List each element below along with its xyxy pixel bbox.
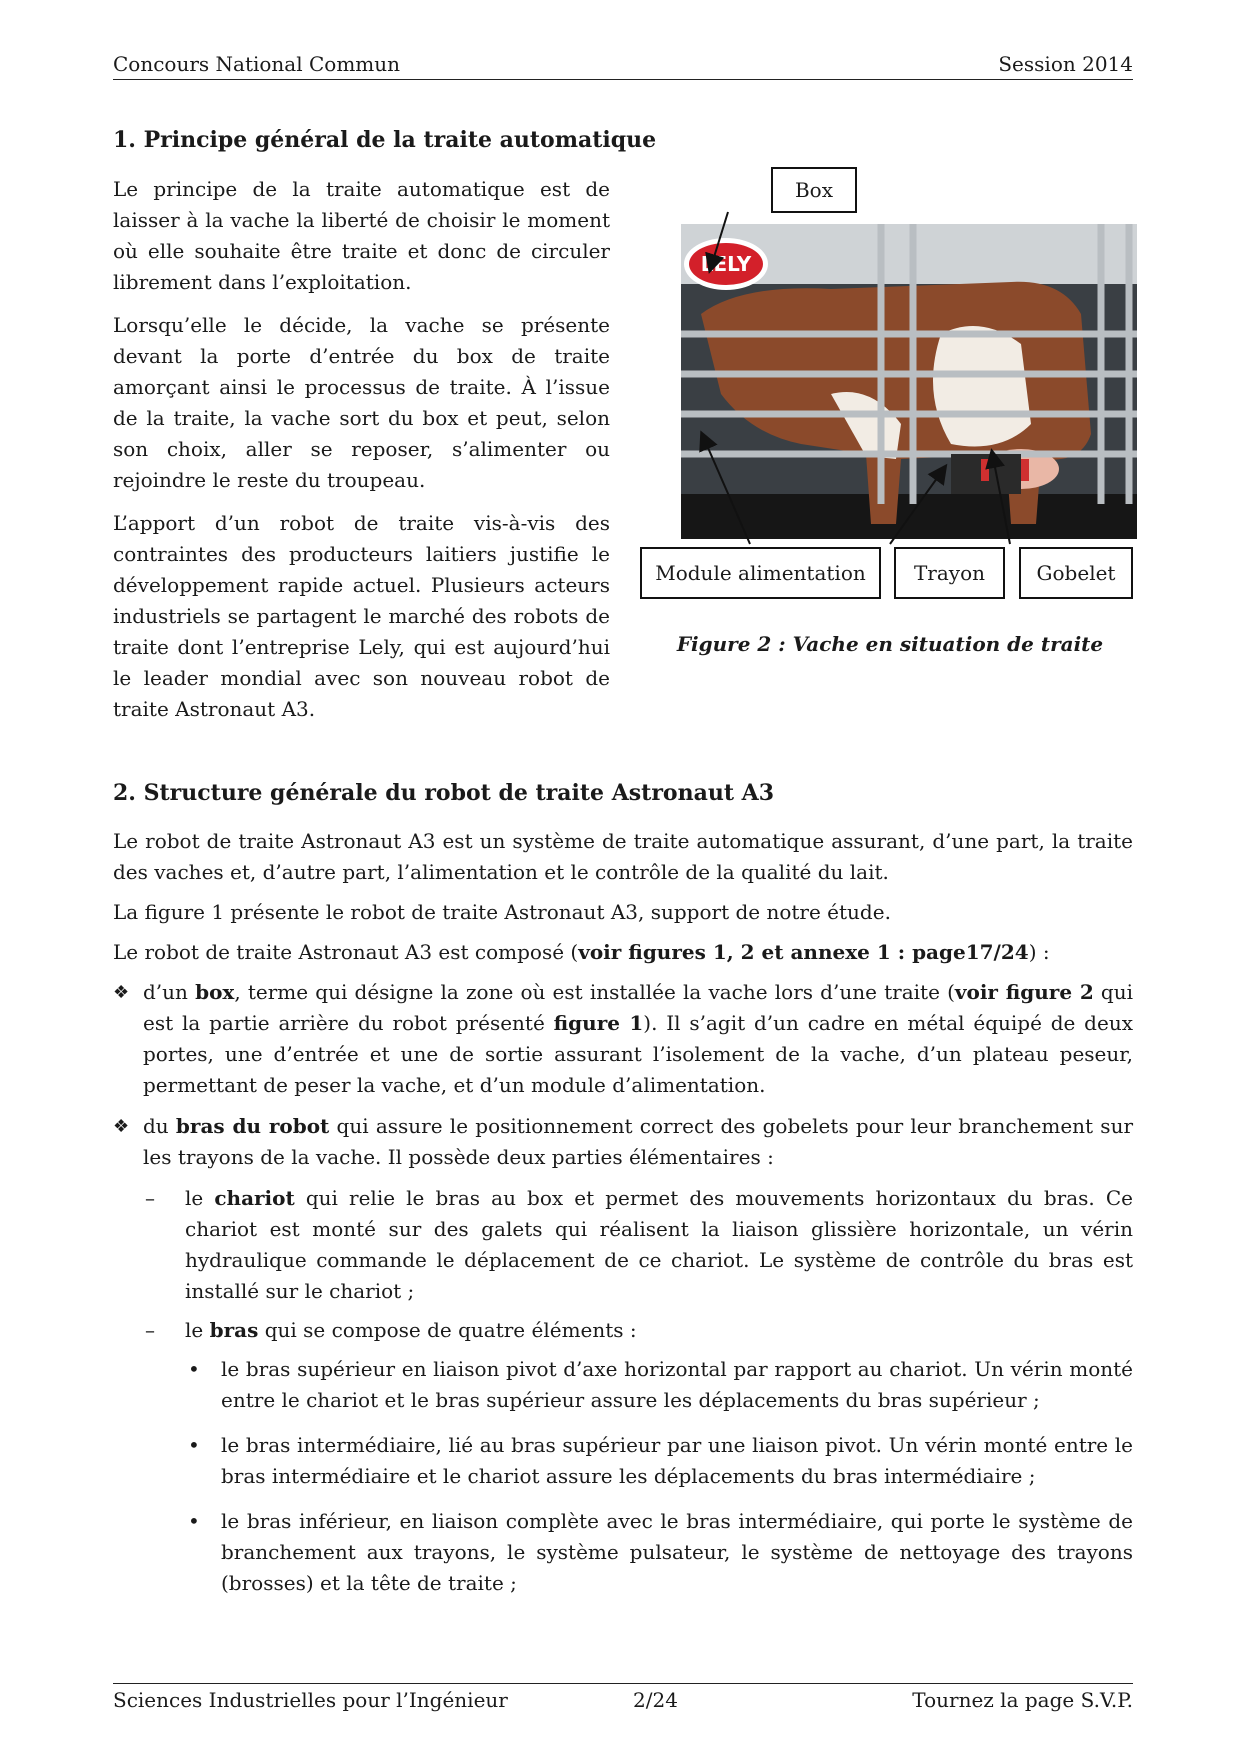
- label-trayon: Trayon: [894, 547, 1005, 599]
- label-box: Box: [771, 167, 857, 213]
- section2-body: [113, 826, 1133, 1613]
- bras-element-intermediaire: • le bras intermédiaire, lié au bras supérieur par une liaison pivot. Un vérin monté entre le bras intermédiaire et le chariot assure les déplacements du bras intermédiaire ;: [113, 1430, 1133, 1492]
- section1-title: 1. Principe général de la traite automatique: [113, 127, 657, 153]
- label-gobelet: Gobelet: [1019, 547, 1133, 599]
- dash-marker: –: [145, 1186, 155, 1210]
- section2-paragraph: La figure 1 présente le robot de traite Astronaut A3, support de notre étude.: [113, 900, 891, 924]
- section2-paragraph: Le robot de traite Astronaut A3 est composé (voir figures 1, 2 et annexe 1 : page17/24) :: [113, 940, 1050, 964]
- footer-left: Sciences Industrielles pour l’Ingénieur: [113, 1688, 508, 1712]
- bras-element-superieur: • le bras supérieur en liaison pivot d’axe horizontal par rapport au chariot. Un vérin monté entre le chariot et le bras supérieur assure les déplacements du bras supérieur ;: [113, 1354, 1133, 1416]
- header-left: Concours National Commun: [113, 52, 401, 76]
- header-rule: [113, 79, 1133, 80]
- section2-title: 2. Structure générale du robot de traite Astronaut A3: [113, 780, 775, 806]
- page-footer: [113, 1688, 1133, 1714]
- list-item-box: ❖ d’un box, terme qui désigne la zone où est installée la vache lors d’une traite (voir figure 2 qui est la partie arrière du robot présenté figure 1). Il s’agit d’un cadre en métal équipé de deux portes, une d’entrée et une de sortie assurant l’isolement de la vache, d’un plateau peseur, permettant de peser la vache, et d’un module d’alimentation.: [113, 977, 1133, 1101]
- dash-marker: –: [145, 1318, 155, 1342]
- section1-paragraph: Le principe de la traite automatique est de laisser à la vache la liberté de choisir le moment où elle souhaite être traite et donc de circuler librement dans l’exploitation.: [113, 177, 610, 294]
- section1-text: [113, 174, 610, 737]
- figure-arrows: [640, 162, 1140, 582]
- sub-item-chariot: – le chariot qui relie le bras au box et permet des mouvements horizontaux du bras. Ce chariot est monté sur des galets qui réalisent la liaison glissière horizontale, un vérin hydraulique commande le déplacement de ce chariot. Le système de contrôle du bras est installé sur le chariot ;: [113, 1183, 1133, 1307]
- sub-item-bras: – le bras qui se compose de quatre éléments :: [113, 1315, 1133, 1346]
- footer-rule: [113, 1683, 1133, 1684]
- section1-paragraph: L’apport d’un robot de traite vis-à-vis des contraintes des producteurs laitiers justifie le développement rapide actuel. Plusieurs acteurs industriels se partagent le marché des robots de traite dont l’entreprise Lely, qui est aujourd’hui le leader mondial avec son nouveau robot de traite Astronaut A3.: [113, 511, 610, 721]
- header-right: Session 2014: [998, 52, 1133, 76]
- page-header: [113, 52, 1133, 78]
- section2-paragraph: Le robot de traite Astronaut A3 est un système de traite automatique assurant, d’une part, la traite des vaches et, d’autre part, l’alimentation et le contrôle de la qualité du lait.: [113, 829, 1133, 884]
- figure-2: [640, 162, 1140, 662]
- dot-marker: •: [188, 1357, 200, 1381]
- dot-marker: •: [188, 1433, 200, 1457]
- section1-paragraph: Lorsqu’elle le décide, la vache se présente devant la porte d’entrée du box de traite amorçant ainsi le processus de traite. À l’issue de la traite, la vache sort du box et peut, selon son choix, aller se reposer, s’alimenter ou rejoindre le reste du troupeau.: [113, 313, 610, 492]
- figure-caption: Figure 2 : Vache en situation de traite: [676, 632, 1104, 656]
- bullet-marker: ❖: [113, 982, 130, 1003]
- bras-element-inferieur: • le bras inférieur, en liaison complète avec le bras intermédiaire, qui porte le système de branchement aux trayons, le système pulsateur, le système de nettoyage des trayons (brosses) et la tête de traite ;: [113, 1506, 1133, 1599]
- bullet-marker: ❖: [113, 1116, 130, 1137]
- footer-right: Tournez la page S.V.P.: [912, 1688, 1133, 1712]
- label-module-alimentation: Module alimentation: [640, 547, 881, 599]
- list-item-bras-du-robot: ❖ du bras du robot qui assure le positionnement correct des gobelets pour leur branchement sur les trayons de la vache. Il possède deux parties élémentaires :: [113, 1111, 1133, 1173]
- page-number: 2/24: [633, 1688, 678, 1712]
- lely-logo: LELY: [700, 252, 752, 276]
- dot-marker: •: [188, 1509, 200, 1533]
